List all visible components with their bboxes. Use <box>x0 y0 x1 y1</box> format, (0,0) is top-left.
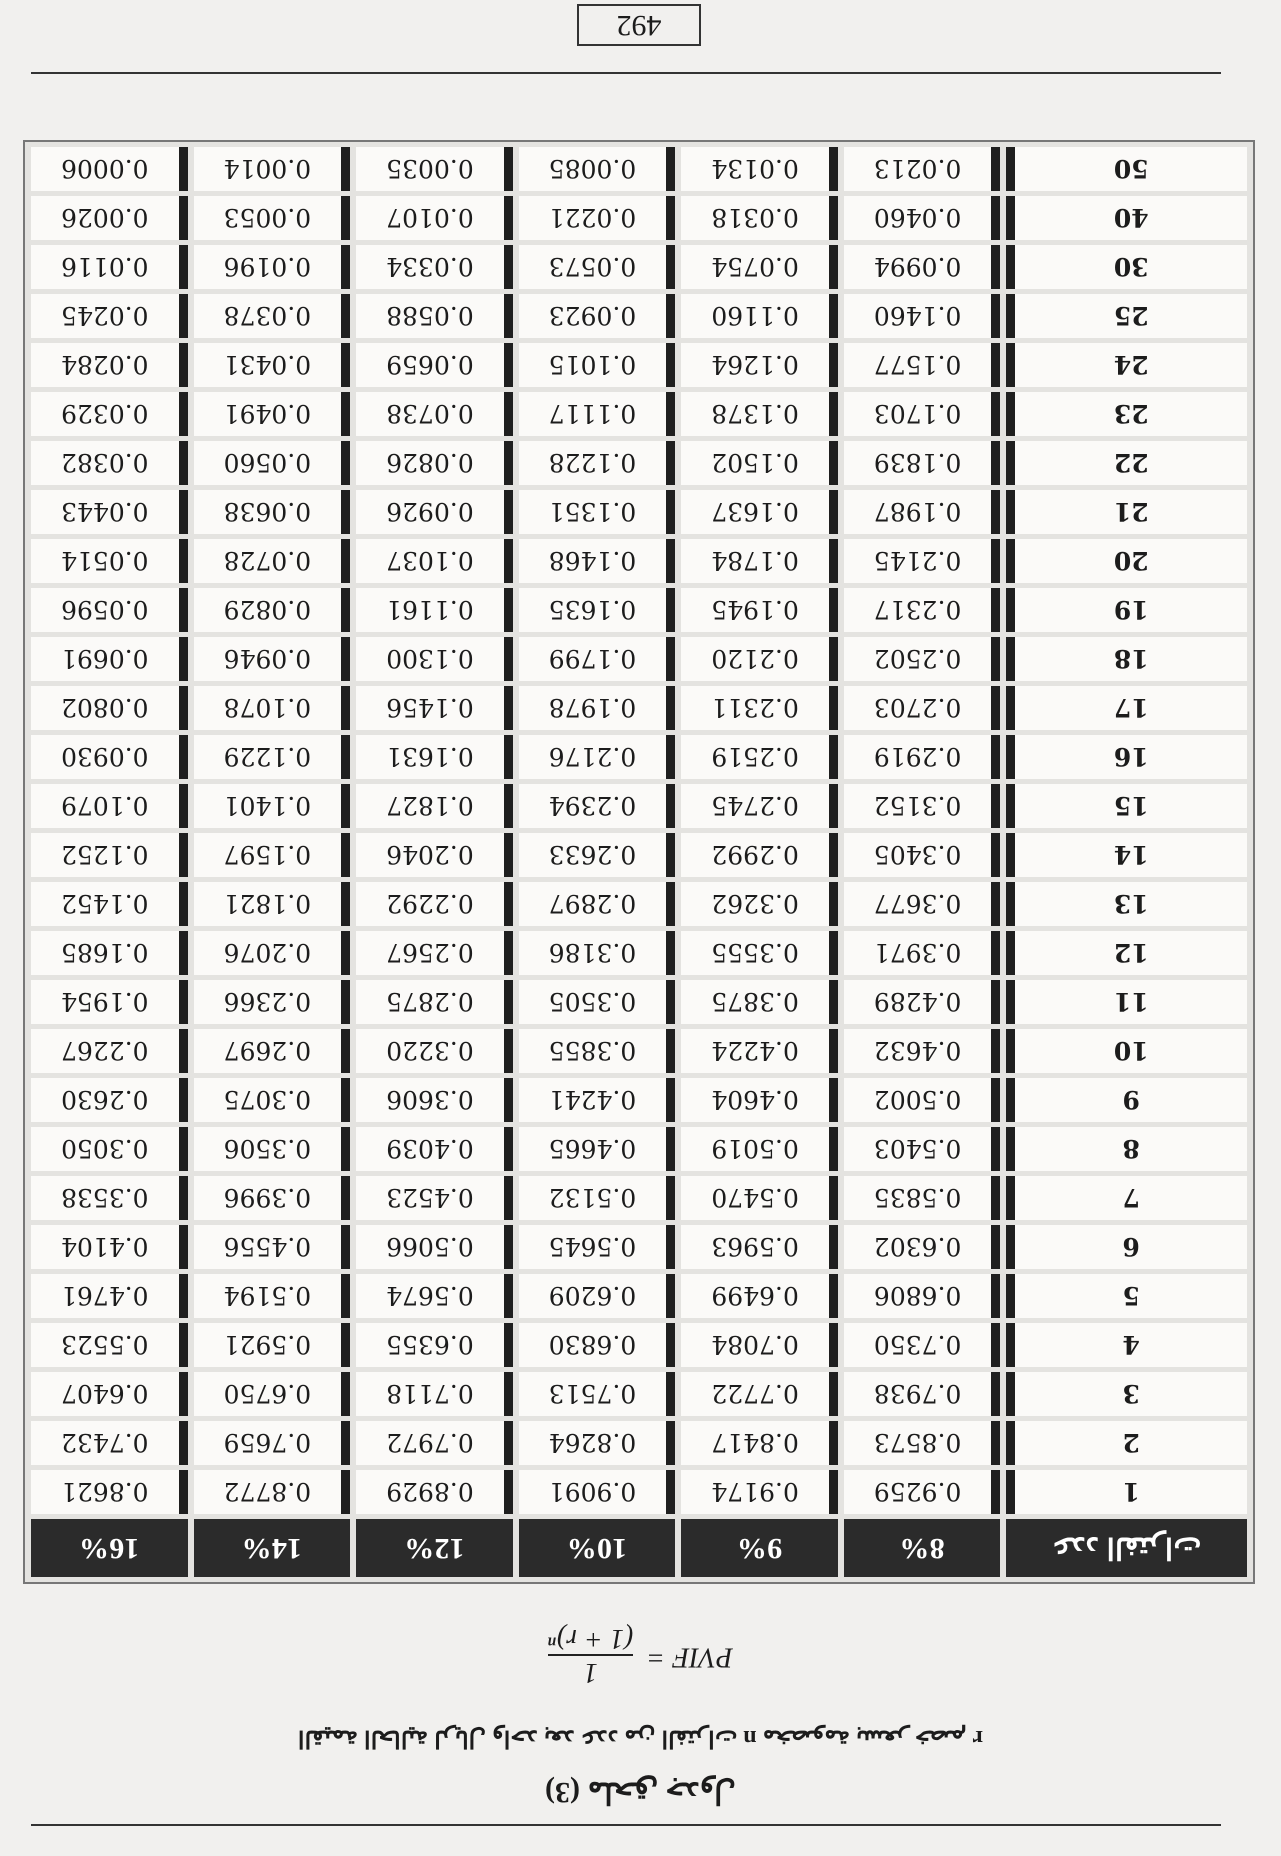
value-cell: 0.3875 <box>681 980 838 1024</box>
value-cell: 0.1460 <box>844 294 1001 338</box>
value-cell: 0.0382 <box>31 441 188 485</box>
period-cell: 21 <box>1006 490 1247 534</box>
value-cell: 0.0514 <box>31 539 188 583</box>
period-cell: 12 <box>1006 931 1247 975</box>
table-row <box>31 588 1247 632</box>
value-cell: 0.5066 <box>356 1225 513 1269</box>
period-cell: 23 <box>1006 392 1247 436</box>
value-cell: 0.0116 <box>31 245 188 289</box>
value-cell: 0.2919 <box>844 735 1001 779</box>
value-cell: 0.0638 <box>194 490 351 534</box>
value-cell: 0.6499 <box>681 1274 838 1318</box>
value-cell: 0.7432 <box>31 1421 188 1465</box>
value-cell: 0.0826 <box>356 441 513 485</box>
table-row <box>31 833 1247 877</box>
value-cell: 0.1378 <box>681 392 838 436</box>
value-cell: 0.0443 <box>31 490 188 534</box>
header-rate: 9% <box>681 1519 838 1577</box>
period-cell: 20 <box>1006 539 1247 583</box>
value-cell: 0.4104 <box>31 1225 188 1269</box>
value-cell: 0.8929 <box>356 1470 513 1514</box>
value-cell: 0.0926 <box>356 490 513 534</box>
value-cell: 0.2875 <box>356 980 513 1024</box>
value-cell: 0.1161 <box>356 588 513 632</box>
table-row <box>31 637 1247 681</box>
value-cell: 0.1160 <box>681 294 838 338</box>
value-cell: 0.9259 <box>844 1470 1001 1514</box>
value-cell: 0.0035 <box>356 147 513 191</box>
value-cell: 0.0659 <box>356 343 513 387</box>
value-cell: 0.6209 <box>519 1274 676 1318</box>
value-cell: 0.2394 <box>519 784 676 828</box>
period-cell: 5 <box>1006 1274 1247 1318</box>
period-cell: 13 <box>1006 882 1247 926</box>
value-cell: 0.6830 <box>519 1323 676 1367</box>
page-number: 492 <box>577 4 701 46</box>
header-rate: 16% <box>31 1519 188 1577</box>
value-cell: 0.0930 <box>31 735 188 779</box>
formula-numerator: 1 <box>548 1654 633 1688</box>
table-row <box>31 196 1247 240</box>
value-cell: 0.5645 <box>519 1225 676 1269</box>
value-cell: 0.4523 <box>356 1176 513 1220</box>
value-cell: 0.3186 <box>519 931 676 975</box>
value-cell: 0.3538 <box>31 1176 188 1220</box>
value-cell: 0.1821 <box>194 882 351 926</box>
value-cell: 0.5002 <box>844 1078 1001 1122</box>
value-cell: 0.7659 <box>194 1421 351 1465</box>
value-cell: 0.1300 <box>356 637 513 681</box>
value-cell: 0.0829 <box>194 588 351 632</box>
value-cell: 0.1351 <box>519 490 676 534</box>
table-row <box>31 441 1247 485</box>
value-cell: 0.6302 <box>844 1225 1001 1269</box>
value-cell: 0.0334 <box>356 245 513 289</box>
value-cell: 0.2120 <box>681 637 838 681</box>
value-cell: 0.0573 <box>519 245 676 289</box>
value-cell: 0.3971 <box>844 931 1001 975</box>
value-cell: 0.4289 <box>844 980 1001 1024</box>
value-cell: 0.2745 <box>681 784 838 828</box>
value-cell: 0.5194 <box>194 1274 351 1318</box>
table-row <box>31 882 1247 926</box>
value-cell: 0.8573 <box>844 1421 1001 1465</box>
table-row <box>31 1127 1247 1171</box>
value-cell: 0.0802 <box>31 686 188 730</box>
period-cell: 17 <box>1006 686 1247 730</box>
value-cell: 0.1078 <box>194 686 351 730</box>
header-rate: 8% <box>844 1519 1001 1577</box>
value-cell: 0.0738 <box>356 392 513 436</box>
table-header-row <box>31 1519 1247 1577</box>
table-row <box>31 1421 1247 1465</box>
period-cell: 7 <box>1006 1176 1247 1220</box>
value-cell: 0.2502 <box>844 637 1001 681</box>
value-cell: 0.1015 <box>519 343 676 387</box>
value-cell: 0.0754 <box>681 245 838 289</box>
pvif-formula <box>0 1622 1281 1688</box>
value-cell: 0.8417 <box>681 1421 838 1465</box>
value-cell: 0.1703 <box>844 392 1001 436</box>
value-cell: 0.2145 <box>844 539 1001 583</box>
value-cell: 0.0134 <box>681 147 838 191</box>
value-cell: 0.2176 <box>519 735 676 779</box>
value-cell: 0.7722 <box>681 1372 838 1416</box>
value-cell: 0.0284 <box>31 343 188 387</box>
value-cell: 0.5403 <box>844 1127 1001 1171</box>
value-cell: 0.7350 <box>844 1323 1001 1367</box>
table-row <box>31 245 1247 289</box>
table-body <box>31 147 1247 1514</box>
period-cell: 25 <box>1006 294 1247 338</box>
formula-denominator: (1 + r)ⁿ <box>548 1623 634 1654</box>
value-cell: 0.2703 <box>844 686 1001 730</box>
formula-fraction <box>548 1622 633 1688</box>
value-cell: 0.1945 <box>681 588 838 632</box>
value-cell: 0.1228 <box>519 441 676 485</box>
value-cell: 0.0378 <box>194 294 351 338</box>
value-cell: 0.5835 <box>844 1176 1001 1220</box>
value-cell: 0.4761 <box>31 1274 188 1318</box>
period-cell: 18 <box>1006 637 1247 681</box>
period-cell: 40 <box>1006 196 1247 240</box>
period-cell: 19 <box>1006 588 1247 632</box>
value-cell: 0.3050 <box>31 1127 188 1171</box>
value-cell: 0.3405 <box>844 833 1001 877</box>
value-cell: 0.6806 <box>844 1274 1001 1318</box>
table-title: (3) ملحق جدول <box>545 1776 736 1809</box>
value-cell: 0.0596 <box>31 588 188 632</box>
value-cell: 0.2046 <box>356 833 513 877</box>
value-cell: 0.3075 <box>194 1078 351 1122</box>
value-cell: 0.0560 <box>194 441 351 485</box>
table-subtitle: القيمة الحالية لريال واحد بعد عدد من الفترات n مخصومة بسعر خصم r <box>297 1725 984 1751</box>
value-cell: 0.1597 <box>194 833 351 877</box>
value-cell: 0.0221 <box>519 196 676 240</box>
value-cell: 0.1635 <box>519 588 676 632</box>
formula-lhs: PVIF = <box>646 1641 733 1673</box>
value-cell: 0.0491 <box>194 392 351 436</box>
header-periods: عدد الفترات <box>1006 1519 1247 1577</box>
period-cell: 9 <box>1006 1078 1247 1122</box>
value-cell: 0.1079 <box>31 784 188 828</box>
table-row <box>31 931 1247 975</box>
table-row <box>31 686 1247 730</box>
table-row <box>31 1078 1247 1122</box>
value-cell: 0.1468 <box>519 539 676 583</box>
table-row <box>31 343 1247 387</box>
value-cell: 0.7118 <box>356 1372 513 1416</box>
period-cell: 50 <box>1006 147 1247 191</box>
value-cell: 0.2267 <box>31 1029 188 1073</box>
table-row <box>31 539 1247 583</box>
period-cell: 1 <box>1006 1470 1247 1514</box>
table-row <box>31 294 1247 338</box>
value-cell: 0.3220 <box>356 1029 513 1073</box>
value-cell: 0.5470 <box>681 1176 838 1220</box>
header-rate: 12% <box>356 1519 513 1577</box>
value-cell: 0.1799 <box>519 637 676 681</box>
value-cell: 0.3152 <box>844 784 1001 828</box>
value-cell: 0.1502 <box>681 441 838 485</box>
table-row <box>31 1323 1247 1367</box>
value-cell: 0.3996 <box>194 1176 351 1220</box>
period-cell: 4 <box>1006 1323 1247 1367</box>
value-cell: 0.8621 <box>31 1470 188 1514</box>
bottom-rule <box>31 72 1221 74</box>
value-cell: 0.2697 <box>194 1029 351 1073</box>
value-cell: 0.0085 <box>519 147 676 191</box>
value-cell: 0.5963 <box>681 1225 838 1269</box>
value-cell: 0.1117 <box>519 392 676 436</box>
value-cell: 0.7084 <box>681 1323 838 1367</box>
period-cell: 6 <box>1006 1225 1247 1269</box>
table-header <box>0 1622 1281 1816</box>
period-cell: 3 <box>1006 1372 1247 1416</box>
value-cell: 0.1987 <box>844 490 1001 534</box>
value-cell: 0.5921 <box>194 1323 351 1367</box>
value-cell: 0.2311 <box>681 686 838 730</box>
pvif-table <box>23 140 1255 1584</box>
table-row <box>31 1372 1247 1416</box>
value-cell: 0.2317 <box>844 588 1001 632</box>
table-row <box>31 980 1247 1024</box>
period-cell: 11 <box>1006 980 1247 1024</box>
value-cell: 0.1577 <box>844 343 1001 387</box>
table-row <box>31 1274 1247 1318</box>
value-cell: 0.1452 <box>31 882 188 926</box>
table-row <box>31 1029 1247 1073</box>
value-cell: 0.0431 <box>194 343 351 387</box>
value-cell: 0.4039 <box>356 1127 513 1171</box>
table-row <box>31 147 1247 191</box>
value-cell: 0.0006 <box>31 147 188 191</box>
value-cell: 0.2992 <box>681 833 838 877</box>
value-cell: 0.7938 <box>844 1372 1001 1416</box>
value-cell: 0.4224 <box>681 1029 838 1073</box>
value-cell: 0.6750 <box>194 1372 351 1416</box>
table-row <box>31 784 1247 828</box>
value-cell: 0.8772 <box>194 1470 351 1514</box>
value-cell: 0.0728 <box>194 539 351 583</box>
value-cell: 0.2633 <box>519 833 676 877</box>
value-cell: 0.0460 <box>844 196 1001 240</box>
value-cell: 0.5132 <box>519 1176 676 1220</box>
value-cell: 0.3855 <box>519 1029 676 1073</box>
table-row <box>31 1470 1247 1514</box>
value-cell: 0.4604 <box>681 1078 838 1122</box>
value-cell: 0.1954 <box>31 980 188 1024</box>
value-cell: 0.6355 <box>356 1323 513 1367</box>
value-cell: 0.1784 <box>681 539 838 583</box>
value-cell: 0.0994 <box>844 245 1001 289</box>
value-cell: 0.1229 <box>194 735 351 779</box>
value-cell: 0.3606 <box>356 1078 513 1122</box>
value-cell: 0.5523 <box>31 1323 188 1367</box>
value-cell: 0.2292 <box>356 882 513 926</box>
value-cell: 0.0588 <box>356 294 513 338</box>
value-cell: 0.2519 <box>681 735 838 779</box>
period-cell: 16 <box>1006 735 1247 779</box>
value-cell: 0.5019 <box>681 1127 838 1171</box>
value-cell: 0.3506 <box>194 1127 351 1171</box>
table-row <box>31 392 1247 436</box>
value-cell: 0.0053 <box>194 196 351 240</box>
value-cell: 0.0026 <box>31 196 188 240</box>
period-cell: 8 <box>1006 1127 1247 1171</box>
value-cell: 0.4556 <box>194 1225 351 1269</box>
value-cell: 0.4241 <box>519 1078 676 1122</box>
value-cell: 0.1456 <box>356 686 513 730</box>
value-cell: 0.5674 <box>356 1274 513 1318</box>
value-cell: 0.2897 <box>519 882 676 926</box>
value-cell: 0.9174 <box>681 1470 838 1514</box>
value-cell: 0.3677 <box>844 882 1001 926</box>
value-cell: 0.0245 <box>31 294 188 338</box>
header-rate: 14% <box>194 1519 351 1577</box>
value-cell: 0.0213 <box>844 147 1001 191</box>
value-cell: 0.8264 <box>519 1421 676 1465</box>
period-cell: 2 <box>1006 1421 1247 1465</box>
value-cell: 0.0318 <box>681 196 838 240</box>
value-cell: 0.1631 <box>356 735 513 779</box>
table-row <box>31 735 1247 779</box>
value-cell: 0.0014 <box>194 147 351 191</box>
period-cell: 22 <box>1006 441 1247 485</box>
value-cell: 0.6407 <box>31 1372 188 1416</box>
value-cell: 0.1978 <box>519 686 676 730</box>
top-rule <box>31 1824 1221 1826</box>
value-cell: 0.2567 <box>356 931 513 975</box>
value-cell: 0.0329 <box>31 392 188 436</box>
table-row <box>31 1225 1247 1269</box>
value-cell: 0.1252 <box>31 833 188 877</box>
value-cell: 0.3555 <box>681 931 838 975</box>
value-cell: 0.0196 <box>194 245 351 289</box>
table-row <box>31 1176 1247 1220</box>
value-cell: 0.1401 <box>194 784 351 828</box>
value-cell: 0.0107 <box>356 196 513 240</box>
table-row <box>31 490 1247 534</box>
period-cell: 15 <box>1006 784 1247 828</box>
value-cell: 0.9091 <box>519 1470 676 1514</box>
value-cell: 0.1637 <box>681 490 838 534</box>
value-cell: 0.4632 <box>844 1029 1001 1073</box>
period-cell: 30 <box>1006 245 1247 289</box>
period-cell: 14 <box>1006 833 1247 877</box>
value-cell: 0.1037 <box>356 539 513 583</box>
value-cell: 0.1685 <box>31 931 188 975</box>
value-cell: 0.2366 <box>194 980 351 1024</box>
value-cell: 0.3262 <box>681 882 838 926</box>
value-cell: 0.7513 <box>519 1372 676 1416</box>
period-cell: 10 <box>1006 1029 1247 1073</box>
value-cell: 0.1839 <box>844 441 1001 485</box>
value-cell: 0.1827 <box>356 784 513 828</box>
period-cell: 24 <box>1006 343 1247 387</box>
header-rate: 10% <box>519 1519 676 1577</box>
value-cell: 0.0691 <box>31 637 188 681</box>
value-cell: 0.1264 <box>681 343 838 387</box>
value-cell: 0.0946 <box>194 637 351 681</box>
value-cell: 0.0923 <box>519 294 676 338</box>
value-cell: 0.7972 <box>356 1421 513 1465</box>
value-cell: 0.4665 <box>519 1127 676 1171</box>
value-cell: 0.2630 <box>31 1078 188 1122</box>
value-cell: 0.3505 <box>519 980 676 1024</box>
value-cell: 0.2076 <box>194 931 351 975</box>
